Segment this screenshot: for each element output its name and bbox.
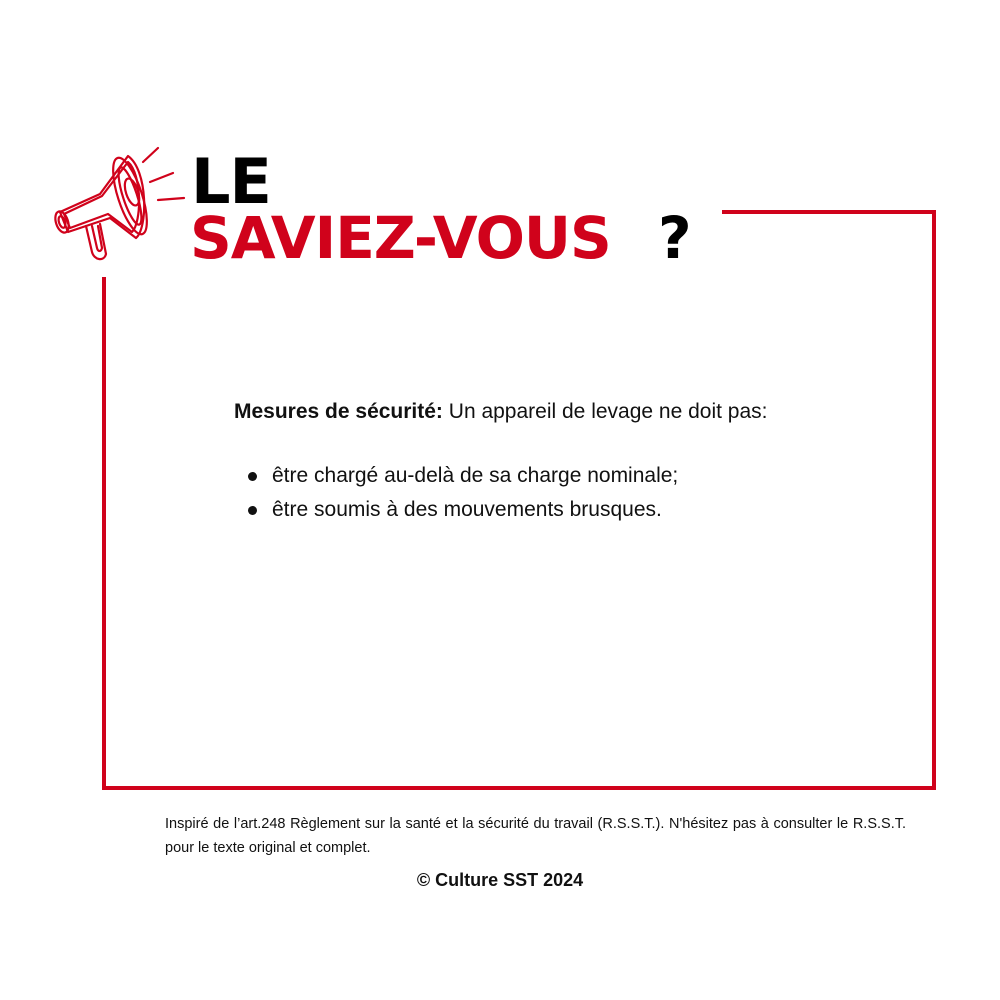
title-line-1: LE (191, 145, 271, 218)
source-note: Inspiré de l’art.248 Règlement sur la santé et la sécurité du travail (R.S.S.T.). N'hésitez pas à consulter le R.S.S.T. pour le texte original et complet. (165, 816, 906, 856)
title-line-2: SAVIEZ-VOUS (190, 204, 611, 272)
copyright: © Culture SST 2024 (416, 870, 584, 890)
frame-bottom-border (102, 786, 936, 790)
bullet-dot-icon (248, 506, 257, 515)
lead-text: Un appareil de levage ne doit pas: (442, 400, 768, 423)
frame-top-border (722, 210, 936, 214)
bullet-dot-icon (248, 472, 257, 481)
bullet-item (228, 459, 828, 493)
bullet-item (228, 493, 828, 527)
bullet-list (228, 459, 828, 527)
frame-left-border (102, 277, 106, 790)
main-content (228, 395, 828, 527)
lead-label: Mesures de sécurité: (234, 400, 443, 423)
bullet-text: être chargé au-delà de sa charge nominale; (272, 464, 679, 487)
frame-right-border (932, 210, 936, 790)
megaphone-icon (48, 140, 193, 270)
bullet-text: être soumis à des mouvements brusques. (272, 498, 662, 521)
title-question-mark: ? (658, 204, 692, 272)
lead-paragraph (228, 395, 828, 429)
